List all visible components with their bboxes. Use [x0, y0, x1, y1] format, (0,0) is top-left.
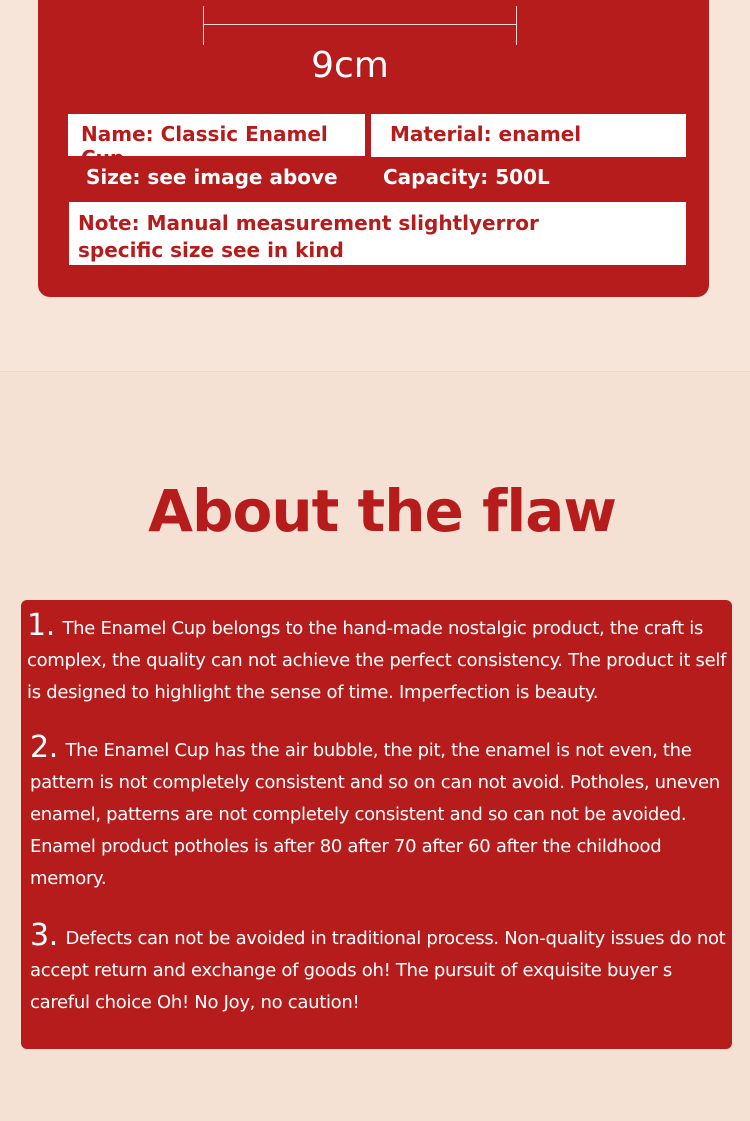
- dimension-right-tick: [516, 6, 517, 45]
- flaw-item-3: [30, 920, 732, 1019]
- flaw-item-1-number: 1.: [27, 608, 56, 643]
- dimension-left-tick: [203, 6, 204, 45]
- dimension-label: 9cm: [311, 45, 389, 86]
- flaw-item-2-number: 2.: [30, 730, 59, 765]
- flaw-item-2-text: The Enamel Cup has the air bubble, the pit, the enamel is not even, the pattern is not completely consistent and so on can not avoid. Potholes, uneven enamel, patterns are not completely consistent and so can not be avoided. Enamel product potholes is after 80 after 70 after 60 after the childhood memory.: [30, 740, 720, 889]
- product-size: Size: see image above: [86, 165, 338, 189]
- product-capacity: Capacity: 500L: [383, 165, 550, 189]
- flaw-item-2: [30, 732, 732, 895]
- product-name: Name: Classic Enamel Cup: [68, 114, 365, 156]
- section-title: About the flaw: [148, 476, 616, 545]
- flaw-item-3-number: 3.: [30, 918, 59, 953]
- flaw-item-1: [27, 610, 739, 709]
- flaw-item-3-text: Defects can not be avoided in traditional process. Non-quality issues do not accept return and exchange of goods oh! The pursuit of exquisite buyer s careful choice Oh! No Joy, no caution!: [30, 928, 726, 1013]
- measurement-note: Note: Manual measurement slightlyerror specific size see in kind: [69, 202, 686, 265]
- dimension-line: [204, 24, 516, 25]
- product-material: Material: enamel: [371, 114, 686, 157]
- flaw-item-1-text: The Enamel Cup belongs to the hand-made nostalgic product, the craft is complex, the quality can not achieve the perfect consistency. The product it self is designed to highlight the sense of time. Imperfection is beauty.: [27, 618, 727, 703]
